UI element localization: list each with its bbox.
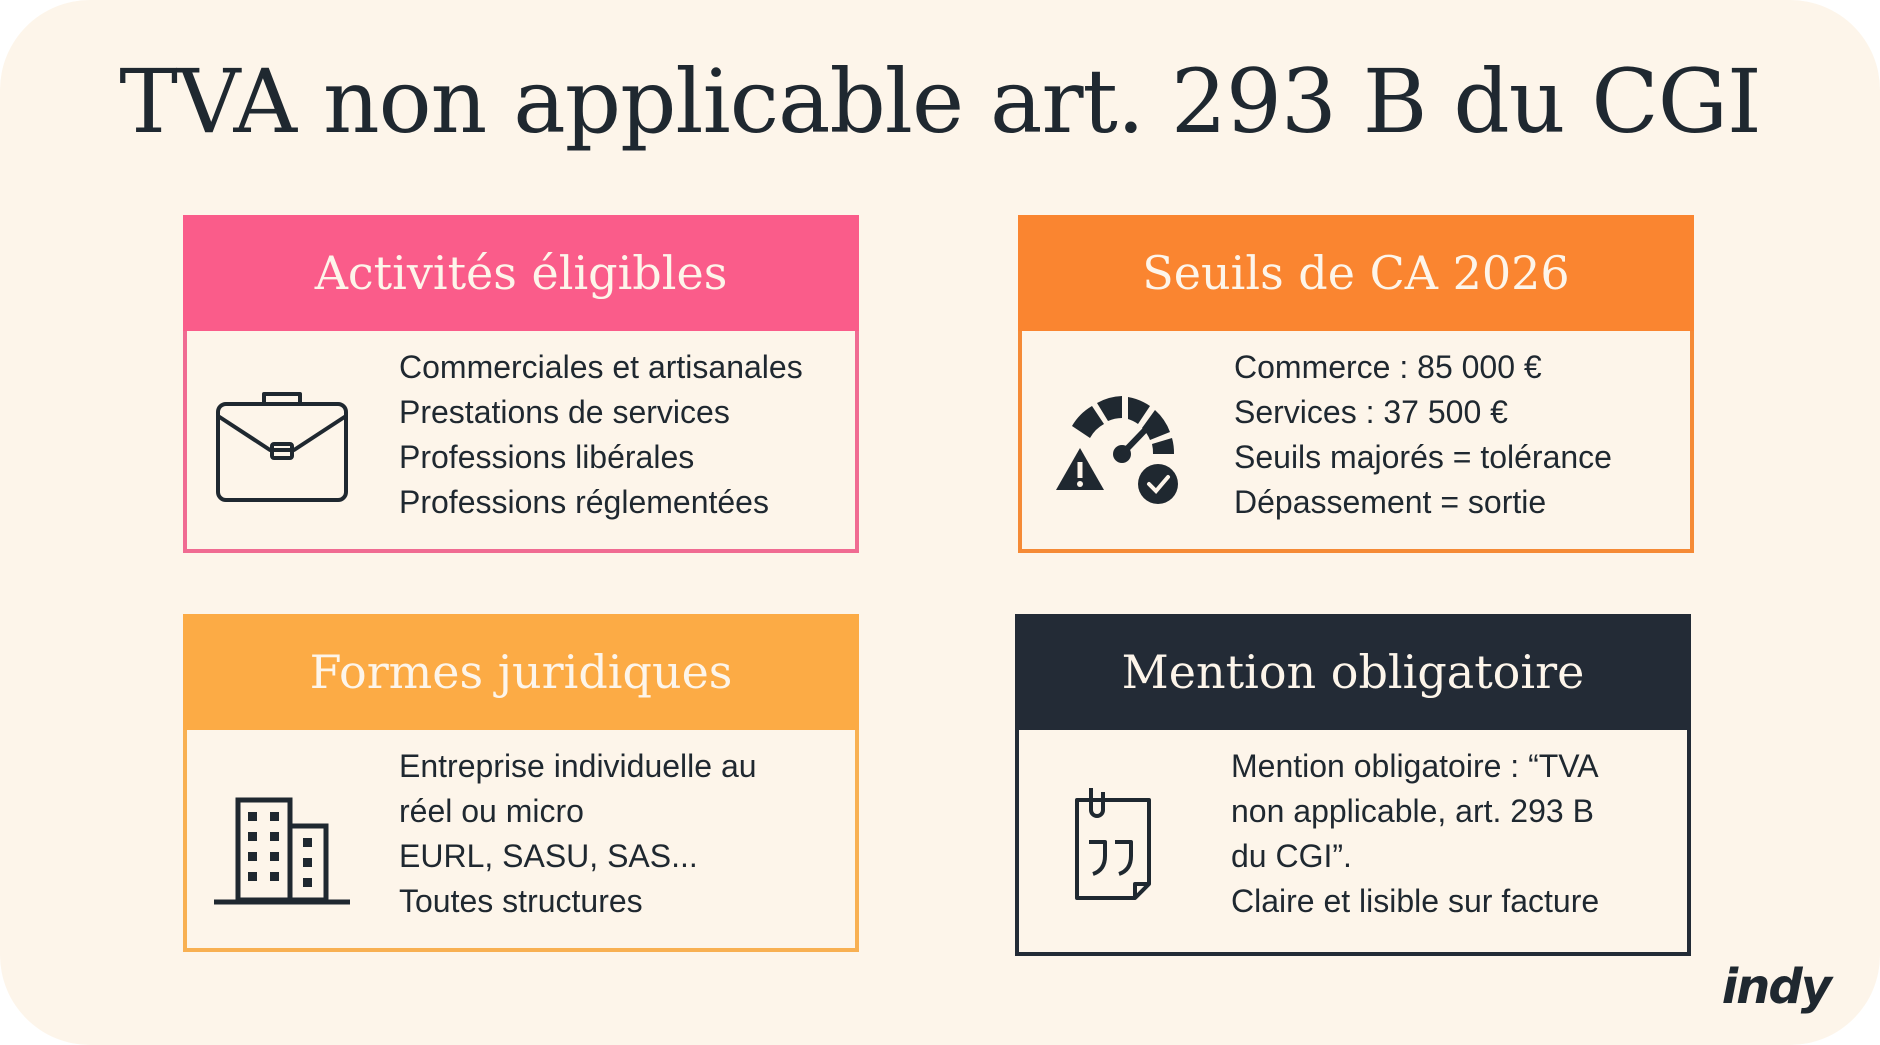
card-body <box>183 730 859 952</box>
card-header: Activités éligibles <box>183 215 859 331</box>
card-body <box>183 331 859 553</box>
list-item: Commerciales et artisanales <box>399 349 803 385</box>
list-item: Dépassement = sortie <box>1234 484 1547 520</box>
list-item: Mention obligatoire : “TVA <box>1231 748 1599 784</box>
quote-document-icon <box>1039 770 1189 920</box>
list-item: non applicable, art. 293 B <box>1231 793 1594 829</box>
list-item: Toutes structures <box>399 883 643 919</box>
card-seuils-ca <box>1018 215 1694 553</box>
card-header: Formes juridiques <box>183 614 859 730</box>
card-body <box>1015 730 1691 956</box>
building-icon <box>207 770 357 920</box>
list-item: réel ou micro <box>399 793 584 829</box>
indy-logo: indy <box>1721 959 1830 1015</box>
card-header: Mention obligatoire <box>1015 614 1691 730</box>
page-title: TVA non applicable art. 293 B du CGI <box>119 50 1761 153</box>
card-activites-eligibles <box>183 215 859 553</box>
list-item: Professions libérales <box>399 439 695 475</box>
list-item: Services : 37 500 € <box>1234 394 1508 430</box>
list-item: du CGI”. <box>1231 838 1352 874</box>
card-header: Seuils de CA 2026 <box>1018 215 1694 331</box>
list-item: Professions réglementées <box>399 484 769 520</box>
list-item: Entreprise individuelle au <box>399 748 757 784</box>
card-formes-juridiques <box>183 614 859 952</box>
list-item: EURL, SASU, SAS... <box>399 838 698 874</box>
card-body <box>1018 331 1694 553</box>
list-item: Commerce : 85 000 € <box>1234 349 1542 385</box>
card-mention-obligatoire <box>1015 614 1691 956</box>
briefcase-icon <box>207 371 357 521</box>
list-item: Seuils majorés = tolérance <box>1234 439 1612 475</box>
list-item: Claire et lisible sur facture <box>1231 883 1600 919</box>
gauge-warning-icon <box>1042 371 1192 521</box>
list-item: Prestations de services <box>399 394 730 430</box>
